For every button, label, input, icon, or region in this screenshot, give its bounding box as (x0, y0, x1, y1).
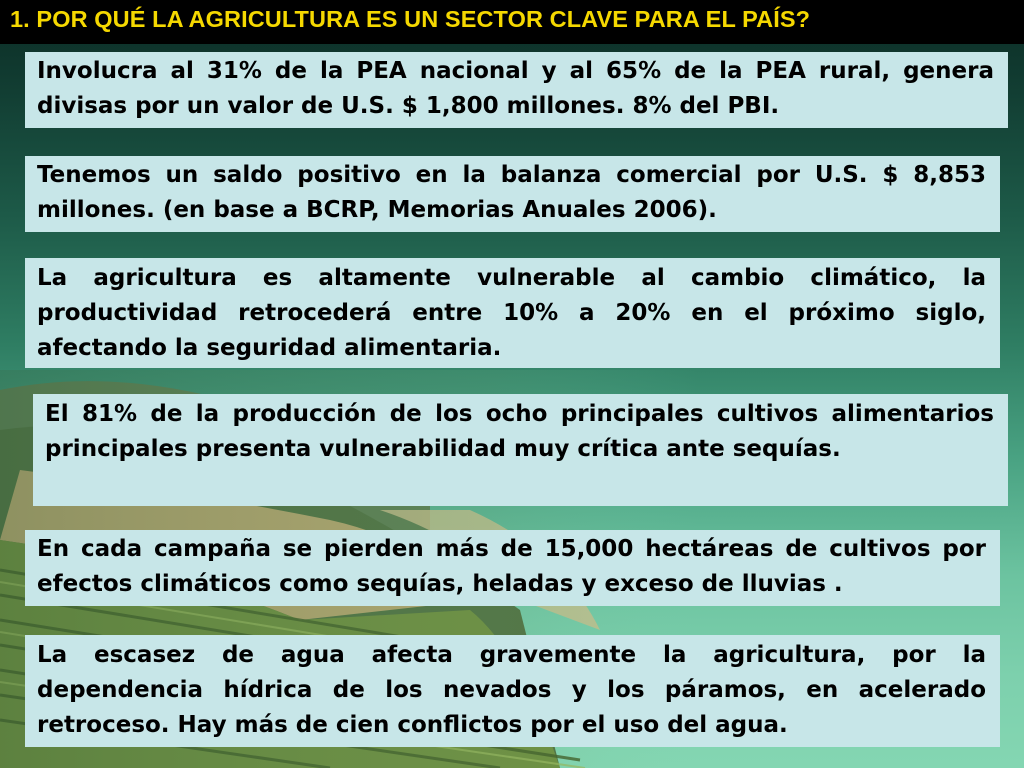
info-card-text: Tenemos un saldo positivo en la balanza comercial por U.S. $ 8,853 millones. (en base a BCRP, Memorias Anuales 2006). (37, 162, 986, 223)
info-card-pea (25, 52, 1008, 128)
info-card-water-scarcity (25, 635, 1000, 747)
title-bar (0, 0, 1024, 44)
slide-title: 1. POR QUÉ LA AGRICULTURA ES UN SECTOR CLAVE PARA EL PAÍS? (10, 6, 811, 32)
info-card-text: La escasez de agua afecta gravemente la agricultura, por la dependencia hídrica de los nevados y los páramos, en acelerado retroceso. Hay más de cien conflictos por el uso del agua. (37, 642, 986, 738)
info-card-trade-balance (25, 156, 1000, 232)
info-card-text: La agricultura es altamente vulnerable al cambio climático, la productividad retrocederá entre 10% a 20% en el próximo siglo, afectando la seguridad alimentaria. (37, 265, 986, 361)
info-card-crop-loss (25, 530, 1000, 606)
info-card-drought-vulnerability (33, 394, 1008, 506)
info-card-climate-vulnerability (25, 258, 1000, 368)
info-card-text: El 81% de la producción de los ocho principales cultivos alimentarios principales presenta vulnerabilidad muy crítica ante sequías. (45, 401, 994, 462)
info-card-text: En cada campaña se pierden más de 15,000 hectáreas de cultivos por efectos climáticos como sequías, heladas y exceso de lluvias . (37, 536, 986, 597)
info-card-text: Involucra al 31% de la PEA nacional y al 65% de la PEA rural, genera divisas por un valor de U.S. $ 1,800 millones. 8% del PBI. (37, 58, 994, 119)
